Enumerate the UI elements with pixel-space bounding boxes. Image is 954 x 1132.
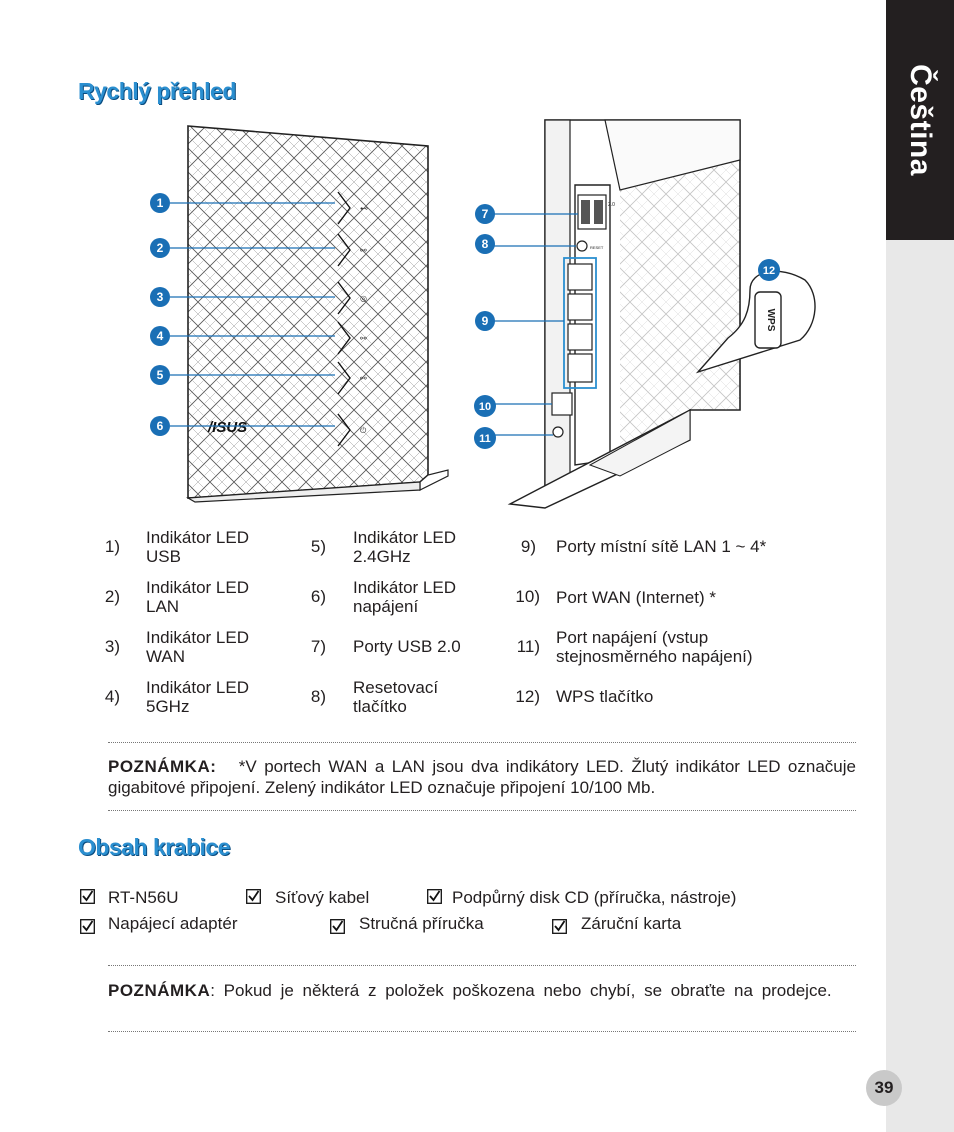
reset-label: RESET	[590, 245, 604, 250]
box-item: Stručná příručka	[359, 914, 484, 933]
legend-num: 1)	[104, 537, 120, 556]
box-item: Napájecí adaptér	[108, 914, 238, 933]
svg-text:10: 10	[478, 401, 492, 413]
page-number: 39	[866, 1070, 902, 1106]
note-label: POZNÁMKA:	[108, 757, 217, 776]
box-item: Záruční karta	[581, 914, 682, 933]
divider	[108, 965, 856, 966]
svg-text:12: 12	[762, 265, 776, 277]
svg-text:5: 5	[156, 368, 164, 382]
checkbox-icon	[80, 889, 95, 904]
legend-text: Indikátor LED 5GHz	[146, 678, 249, 716]
legend-num: 8)	[310, 687, 326, 706]
divider	[108, 1031, 856, 1032]
legend-num: 3)	[104, 637, 120, 656]
section-title-box-contents: Obsah krabice	[78, 834, 231, 860]
legend-num: 9)	[520, 537, 536, 556]
svg-text:2: 2	[156, 241, 164, 255]
wps-label: WPS	[765, 308, 776, 332]
router-figure	[150, 110, 850, 520]
note-gigabit	[108, 756, 856, 798]
legend-text: Porty místní sítě LAN 1 ~ 4*	[556, 537, 767, 556]
divider	[108, 742, 856, 743]
router-front	[188, 126, 448, 502]
checkbox-icon	[552, 919, 567, 934]
usb-label: 2.0	[608, 202, 615, 208]
svg-text:9: 9	[481, 314, 489, 328]
svg-text:8: 8	[481, 237, 489, 251]
legend-text: Indikátor LED WAN	[146, 628, 249, 666]
legend-num: 10)	[515, 587, 540, 606]
brand-logo: /ISUS	[208, 419, 248, 436]
legend-num: 2)	[104, 587, 120, 606]
note-missing-items	[108, 980, 856, 1001]
svg-text:⚯: ⚯	[360, 246, 367, 255]
language-title: Čeština	[904, 64, 937, 176]
sidebar-strip	[886, 240, 954, 1132]
legend-num: 11)	[516, 637, 540, 656]
svg-text:⊷: ⊷	[360, 204, 368, 213]
svg-text:⚯: ⚯	[360, 334, 367, 343]
legend-num: 7)	[310, 637, 326, 656]
box-item: Podpůrný disk CD (příručka, nástroje)	[452, 888, 737, 907]
checkbox-icon	[427, 889, 442, 904]
checkbox-icon	[330, 919, 345, 934]
legend-text: Indikátor LED napájení	[353, 578, 456, 616]
svg-text:1: 1	[156, 196, 164, 210]
svg-text:7: 7	[481, 207, 489, 221]
note-text: : Pokud je některá z položek poškozena nebo chybí, se obraťte na prodejce.	[210, 981, 832, 1000]
legend-text: Indikátor LED 2.4GHz	[353, 528, 456, 566]
legend-text: Indikátor LED USB	[146, 528, 249, 566]
svg-text:4: 4	[156, 329, 164, 343]
svg-text:3: 3	[156, 290, 164, 304]
legend-num: 5)	[310, 537, 326, 556]
legend-num: 4)	[104, 687, 120, 706]
legend-text: WPS tlačítko	[556, 687, 654, 706]
legend-text: Port WAN (Internet) *	[556, 588, 716, 607]
svg-text:6: 6	[156, 419, 164, 433]
checkbox-icon	[246, 889, 261, 904]
note-label: POZNÁMKA	[108, 981, 211, 1000]
legend-text: Resetovací tlačítko	[353, 678, 439, 716]
legend-num: 12)	[515, 687, 540, 706]
language-title-wrap	[885, 30, 954, 210]
section-title-overview: Rychlý přehled	[78, 78, 236, 104]
legend-text: Indikátor LED LAN	[146, 578, 249, 616]
svg-text:⏻: ⏻	[360, 426, 367, 435]
svg-text:⚯: ⚯	[360, 374, 367, 383]
note-text: *V portech WAN a LAN jsou dva indikátory LED. Žlutý indikátor LED označuje gigabitové připojení. Zelený indikátor LED označuje připojení 10/100 Mb.	[108, 757, 856, 797]
svg-text:11: 11	[479, 433, 491, 445]
divider	[108, 810, 856, 811]
legend-num: 6)	[310, 587, 326, 606]
legend-text: Port napájení (vstup stejnosměrného napájení)	[556, 628, 753, 666]
box-item: RT-N56U	[108, 888, 179, 907]
legend-text: Porty USB 2.0	[353, 637, 461, 656]
box-item: Síťový kabel	[275, 888, 370, 907]
svg-text:◎: ◎	[360, 294, 367, 303]
checkbox-icon	[80, 919, 95, 934]
router-back	[510, 120, 740, 508]
